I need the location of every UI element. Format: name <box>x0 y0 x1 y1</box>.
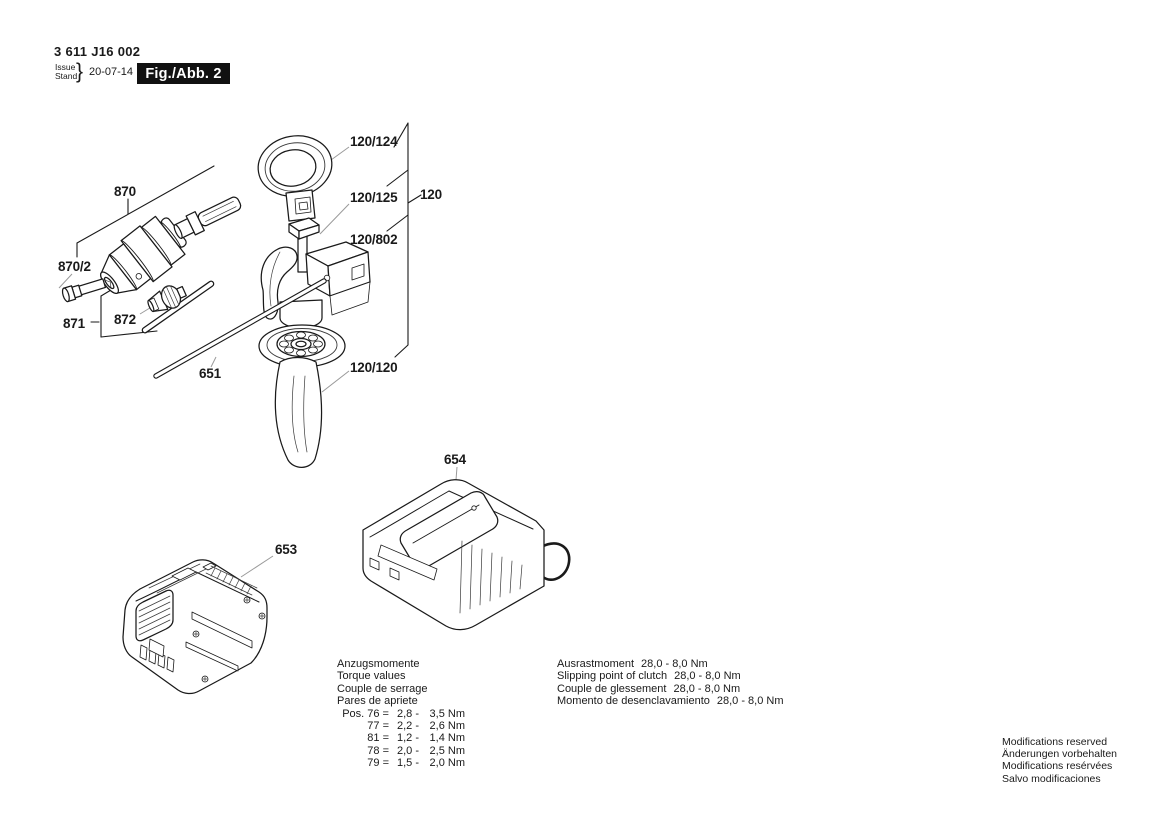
torque-min: 1,5 - <box>396 757 419 770</box>
clutch-torque-block <box>557 658 784 708</box>
torque-heading-de: Anzugsmomente <box>337 658 420 670</box>
clutch-label: Slipping point of clutch <box>557 670 668 683</box>
clutch-label: Couple de glessement <box>557 682 667 695</box>
part-label-120-802: 120/802 <box>350 232 398 247</box>
clutch-line <box>557 683 784 695</box>
handle-grip-drawing <box>275 358 321 468</box>
torque-row <box>337 745 465 757</box>
torque-row <box>337 757 465 769</box>
clutch-value: 28,0 - 8,0 Nm <box>673 682 741 695</box>
torque-min: 1,2 - <box>396 732 419 745</box>
notice-en: Modifications reserved <box>1002 736 1108 748</box>
part-label-651: 651 <box>199 366 221 381</box>
part-label-654: 654 <box>444 452 466 467</box>
issue-word: Issue <box>55 62 76 72</box>
torque-values-block <box>337 658 465 770</box>
charger-drawing <box>363 480 569 630</box>
torque-max: 1,4 Nm <box>429 732 465 745</box>
clutch-value: 28,0 - 8,0 Nm <box>716 695 784 708</box>
torque-heading-es: Pares de apriete <box>337 695 418 708</box>
issue-brace: } <box>76 60 84 83</box>
part-label-870-2: 870/2 <box>58 259 91 274</box>
battery-drawing <box>123 560 267 694</box>
torque-row <box>337 708 465 720</box>
part-number: 3 611 J16 002 <box>54 44 141 59</box>
part-label-871: 871 <box>63 316 85 331</box>
part-label-870: 870 <box>114 184 136 199</box>
chuck-key-drawing <box>141 280 214 334</box>
torque-pos: 81 = <box>367 732 389 745</box>
torque-min: 2,0 - <box>396 744 419 757</box>
part-label-120-125: 120/125 <box>350 190 398 205</box>
part-label-120-120: 120/120 <box>350 360 398 375</box>
torque-pos: 77 = <box>367 720 389 733</box>
clutch-value: 28,0 - 8,0 Nm <box>674 670 741 683</box>
clutch-label: Momento de desenclavamiento <box>557 695 710 708</box>
torque-pos: 79 = <box>367 757 389 770</box>
torque-row <box>337 732 465 744</box>
torque-heading-fr: Couple de serrage <box>337 682 428 695</box>
notice-es: Salvo modificaciones <box>1002 772 1101 785</box>
torque-max: 2,5 Nm <box>429 744 465 757</box>
torque-max: 3,5 Nm <box>429 707 465 720</box>
clutch-line <box>557 695 784 707</box>
notice-de: Änderungen vorbehalten <box>1002 748 1118 761</box>
issue-date: 20-07-14 <box>89 66 134 78</box>
handle-band-drawing <box>253 130 336 221</box>
torque-row <box>337 720 465 732</box>
chuck-screw-drawing <box>61 276 106 302</box>
modifications-notice <box>1002 736 1117 785</box>
clutch-label: Ausrastmoment <box>557 658 635 670</box>
torque-heading-en: Torque values <box>337 670 406 683</box>
clutch-line <box>557 658 784 670</box>
part-label-872: 872 <box>114 312 136 327</box>
torque-min: 2,8 - <box>396 707 419 720</box>
stand-word: Stand <box>55 71 78 81</box>
torque-pos: Pos. 76 = <box>342 707 389 720</box>
torque-max: 2,6 Nm <box>429 720 465 733</box>
figure-label: Fig./Abb. 2 <box>145 65 222 82</box>
charger-cord <box>541 544 569 580</box>
clutch-value: 28,0 - 8,0 Nm <box>641 658 708 670</box>
torque-max: 2,0 Nm <box>429 757 465 770</box>
adapter-shank-drawing <box>171 192 243 242</box>
part-label-120-124: 120/124 <box>350 134 398 149</box>
torque-pos: 78 = <box>367 744 389 757</box>
notice-fr: Modifications resérvées <box>1002 760 1113 773</box>
part-label-653: 653 <box>275 542 297 557</box>
part-label-120: 120 <box>420 187 442 202</box>
torque-min: 2,2 - <box>396 720 419 733</box>
clutch-line <box>557 670 784 682</box>
